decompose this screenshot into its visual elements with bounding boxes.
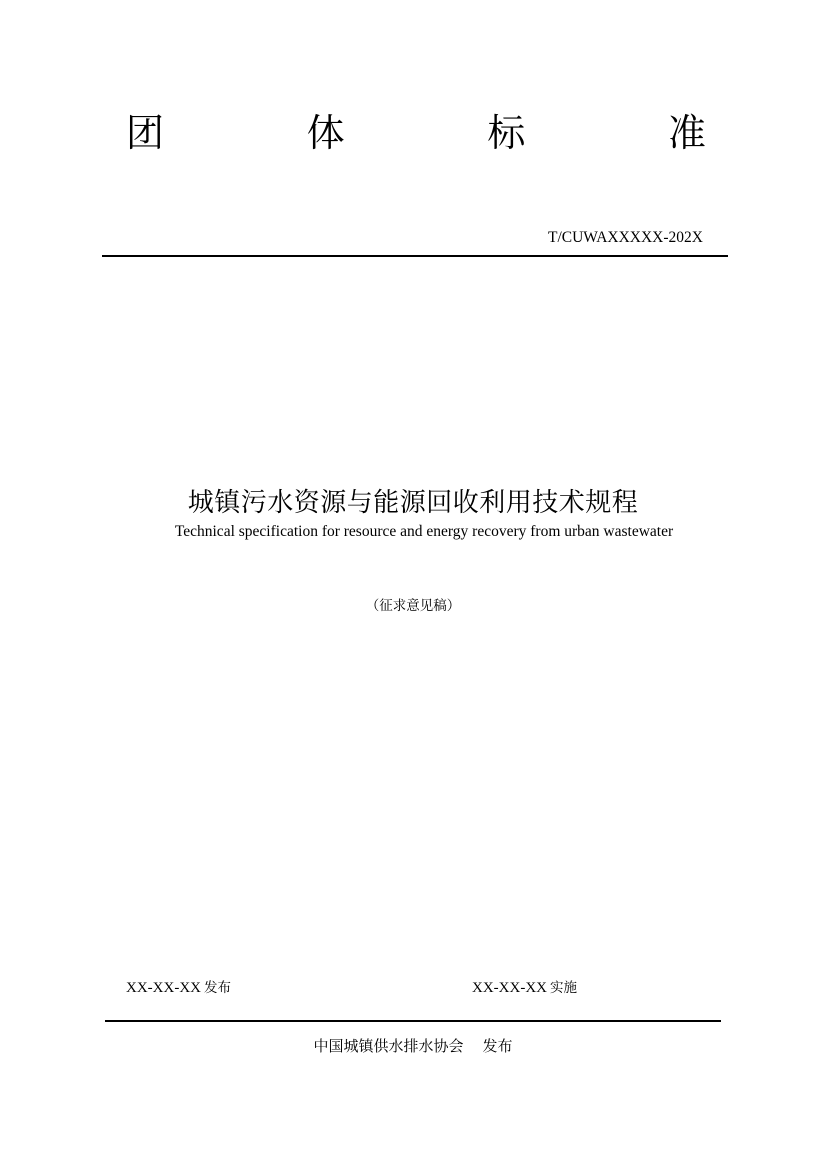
standard-code: T/CUWAXXXXX-202X (548, 229, 703, 246)
document-title-english: Technical specification for resource and energy recovery from urban wastewater (174, 523, 674, 540)
standard-type-char: 准 (667, 111, 706, 155)
top-divider (102, 255, 728, 257)
issue-date: XX-XX-XX (126, 980, 201, 996)
issue-label: 发布 (204, 980, 231, 996)
implement-label: 实施 (550, 980, 577, 996)
publisher-action: 发布 (482, 1037, 513, 1055)
standard-type-char: 团 (126, 111, 165, 155)
bottom-divider (105, 1020, 721, 1022)
publisher-name: 中国城镇供水排水协会 (313, 1037, 464, 1055)
document-title-chinese: 城镇污水资源与能源回收利用技术规程 (187, 488, 639, 518)
standard-type-char: 标 (487, 111, 526, 155)
publisher-line (0, 1036, 826, 1056)
standard-type-heading (126, 108, 706, 158)
implement-date: XX-XX-XX (472, 980, 547, 996)
issue-date-line (126, 978, 231, 998)
draft-status: （征求意见稿） (365, 598, 461, 614)
standard-type-char: 体 (306, 111, 345, 155)
implement-date-line (472, 978, 577, 998)
